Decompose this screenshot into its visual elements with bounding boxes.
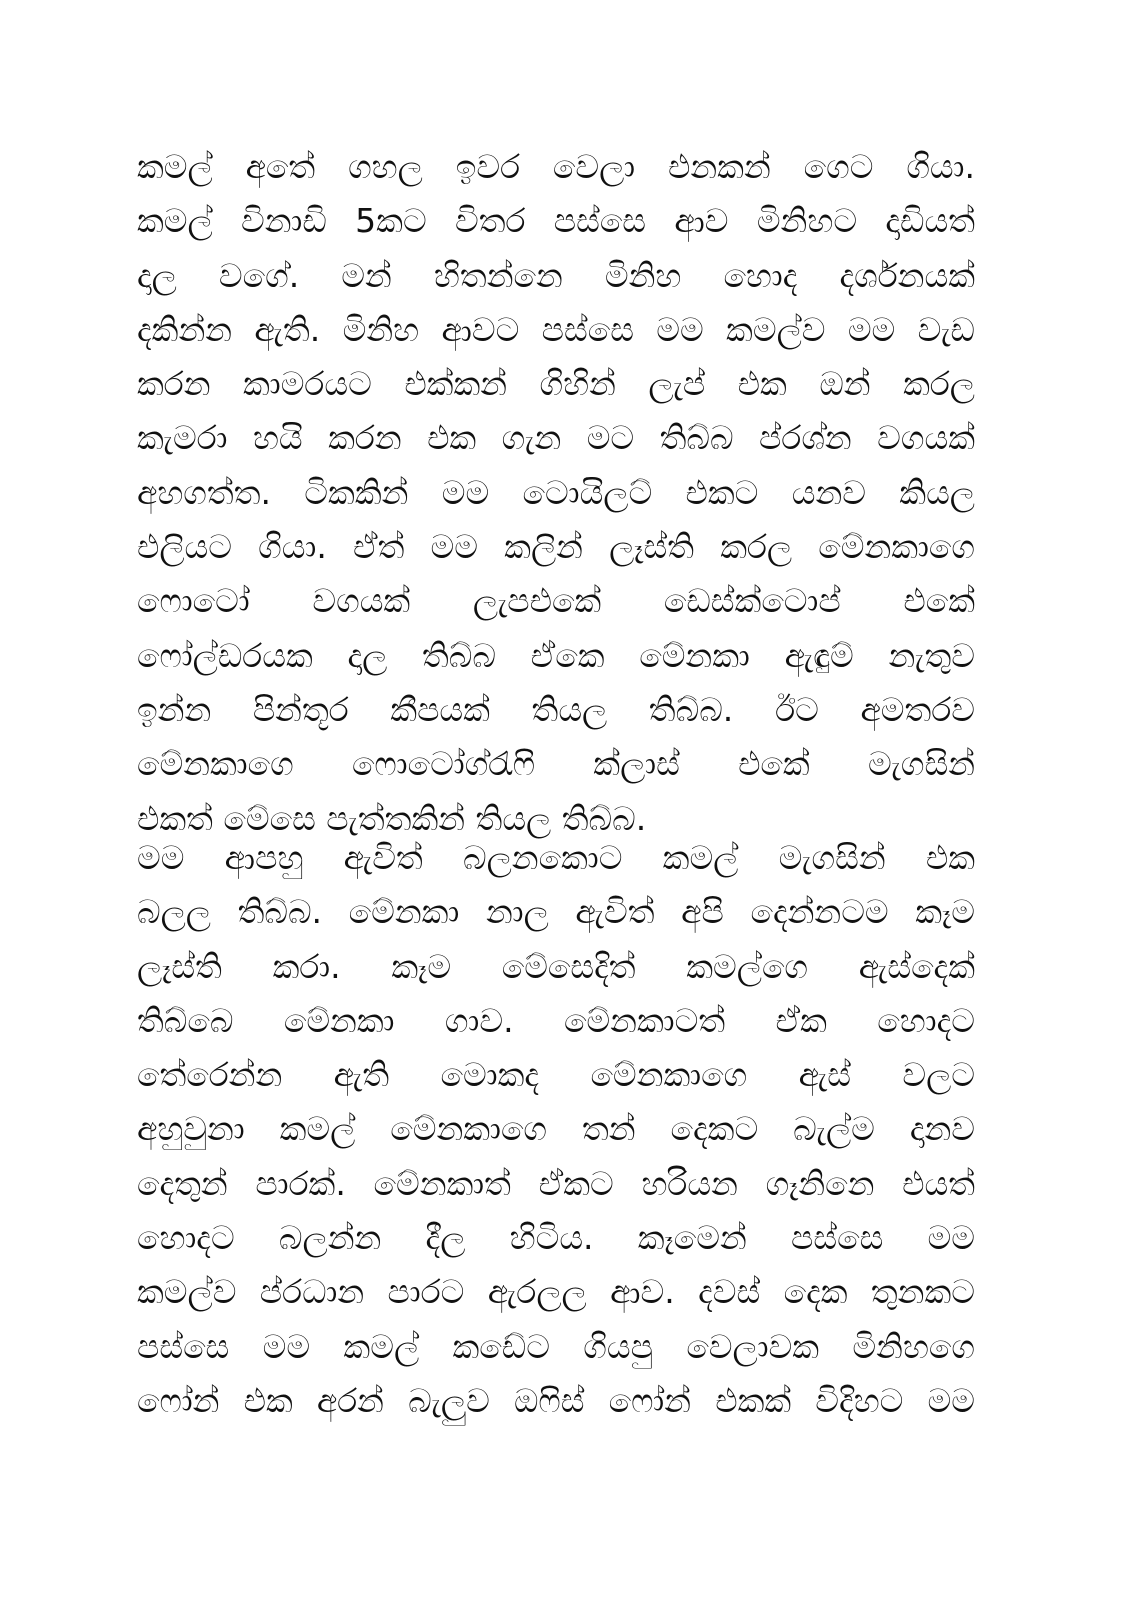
paragraph-line: එකත් මේසෙ පැත්තකින් තියල තිබ්බ.	[137, 798, 647, 838]
paragraph-line: හොදට බලන්න දීල හිටිය. කෑමෙන් පස්සෙ මම	[137, 1218, 975, 1258]
paragraph-line: කමල් අතේ ගහල ඉවර වෙලා එනකන් ගෙට ගියා.	[137, 147, 975, 186]
paragraph-line: කමල් විනාඩි 5කට විතර පස්සෙ ආව මිනිහට දාඩියත්	[137, 201, 975, 241]
paragraph-line: ෆෝන් එක අරන් බැලුව ඔෆිස් ෆෝන් එකක් විදිහට මම	[137, 1380, 975, 1420]
paragraph-line: අහුවුනා කමල් මේනකාගෙ තන් දෙකට බැල්ම දානව	[137, 1109, 975, 1149]
paragraph-line: කමල්ව ප්රධාන පාරට ඇරලල ආව. දවස් දෙක තුනකට	[137, 1272, 975, 1312]
paragraph-1	[137, 140, 975, 846]
paragraph-line: කරන කාමරයට එක්කන් ගිහින් ලැප් එක ඔන් කරල	[137, 364, 975, 404]
paragraph-line: ෆෝල්ඩරයක දාල තිබ්බ ඒකෙ මේනකා ඇඳුම් නැතුව	[137, 635, 975, 675]
paragraph-line: දාල වගේ. මන් හිතන්නෙ මිනිහ හොද දර්ශනයක්	[137, 255, 975, 295]
paragraph-line: ලෑස්ති කරා. කෑම මේසෙදිත් කමල්ගෙ ඇස්දෙක්	[137, 946, 975, 986]
paragraph-line: තිබ්බෙ මේනකා ගාව. මේනකාටත් ඒක හොදට	[137, 1000, 975, 1040]
paragraph-line: කැමරා හයි කරන එක ගැන මට තිබ්බ ප්රශ්න වගයක්	[137, 418, 975, 458]
paragraph-line: දෙතුන් පාරක්. මේනකාත් ඒකට හරියන ගෑනිනෙ එයත්	[137, 1163, 975, 1203]
paragraph-line: පස්සෙ මම කමල් කඩේට ගියපු වෙලාවක මිනිහගෙ	[137, 1326, 975, 1366]
paragraph-line: එලියට ගියා. ඒත් මම කලින් ලෑස්ති කරල මේනකාගෙ	[137, 527, 975, 567]
paragraph-line: තේරෙන්න ඇති මොකද මේනකාගෙ ඇස් වලට	[137, 1055, 975, 1095]
paragraph-line: ඉන්න පින්තූර කීපයක් තියල තිබ්බ. ඊට අමතරව	[137, 689, 975, 729]
paragraph-line: අහගත්ත. ටිකකින් මම ටොයිලට් එකට යනව කියල	[137, 472, 975, 512]
paragraph-line: ෆොටෝ වගයක් ලැපඑකේ ඩෙස්ක්ටොප් එකේ	[137, 581, 975, 621]
paragraph-line: මේනකාගෙ ෆොටෝග්රැෆි ක්ලාස් එකේ මැගසින්	[137, 744, 975, 784]
paragraph-2	[137, 831, 975, 1428]
paragraph-line: මම ආපහු ඇවිත් බලනකොට කමල් මැගසින් එක	[137, 838, 975, 877]
paragraph-line: බලල තිබ්බ. මේනකා නාල ඇවිත් අපි දෙන්නටම කෑම	[137, 892, 975, 932]
paragraph-line: දකින්න ඇති. මිනිහ ආවට පස්සෙ මම කමල්ව මම වැඩ	[137, 309, 975, 349]
